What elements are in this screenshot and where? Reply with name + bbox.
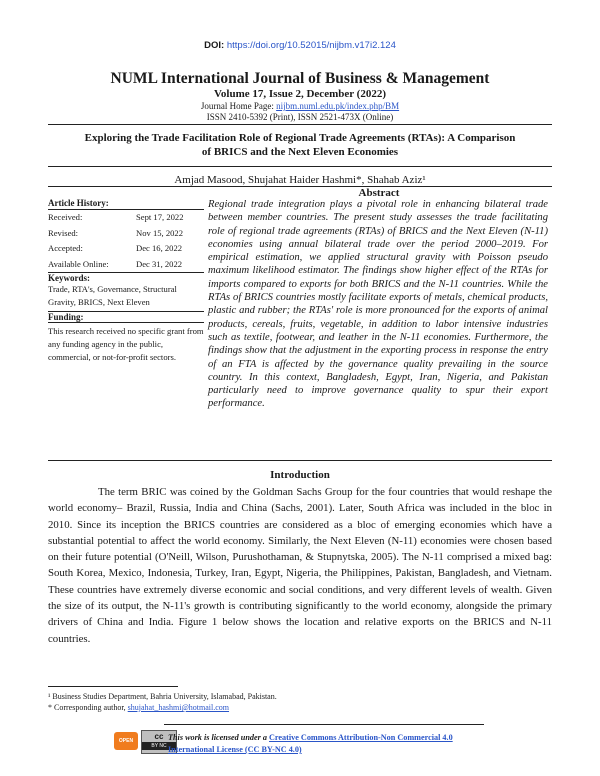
history-label: Received:	[48, 212, 83, 222]
abstract-text: Regional trade integration plays a pivotal role in enhancing bilateral trade between member countries. The present study assesses the trade facilitating role of regional trade agreements (RTAs) of BRICS and the Next Eleven (N-11) economies using annual bilateral trade over the period 2000–2019. For empirical estimation, we applied structural gravity with Poisson pseudo maximum likelihood estimator. The findings show higher effect of the RTAs for imports compared to exports for both BRICS and the N-11 countries. While the RTAs of BRICS countries mostly facilitate exports of metals, chemical products, plastic and rubber; the RTAs' role is more pronounced for the exports of animal products, cereals, fruits, vegetable, in addition to labor intensive industries such as textile, footwear, and leather in the N-11 economies. Furthermore, the findings show that the adjustment in the exporting process in response the entry of an FTA is affected by the governance quality prevailing in the source country. In this context, Bangladesh, Egypt, Iran, Nigeria, and Pakistan particularly need to improve governance quality to spur their export performance.	[208, 199, 548, 410]
introduction-heading: Introduction	[270, 469, 330, 481]
footnote-corresponding	[48, 702, 277, 713]
license-link-line2[interactable]: International License (CC BY-NC 4.0)	[168, 745, 302, 754]
keywords-heading: Keywords:	[48, 273, 90, 284]
history-row	[48, 226, 204, 242]
license-badges	[114, 728, 167, 762]
footnotes	[48, 686, 277, 713]
history-date: Sept 17, 2022	[136, 212, 184, 222]
article-history	[48, 198, 204, 364]
history-label: Available Online:	[48, 258, 109, 269]
paper-title	[60, 131, 540, 159]
funding-text: This research received no specific grant from any funding agency in the public, commercial, or not-for-profit sectors.	[48, 326, 204, 363]
history-label: Revised:	[48, 227, 79, 238]
footnote-affiliation: ¹ Business Studies Department, Bahria University, Islamabad, Pakistan.	[48, 692, 277, 701]
doi-link[interactable]: https://doi.org/10.52015/nijbm.v17i2.124	[226, 40, 396, 51]
history-row	[48, 241, 204, 257]
introduction-text: The term BRIC was coined by the Goldman Sachs Group for the four countries that would reshape the world economy– Brazil, Russia, India and China (Sachs, 2001). Later, South Africa was included in the bloc in 2010. Since its inception the BRICS countries are considered as a bloc of emerging economies which have a substantial potential to affect the world economy. Similarly, the Next Eleven (N-11) economies were chosen based on their future potential (O'Neill, Wilson, Purushothaman, & Stupnytska, 2005). The N-11 comprised a mixed bag: South Korea, Mexico, Indonesia, Turkey, Iran, Egypt, Nigeria, the Philippines, Pakistan, Bangladesh, and Vietnam. These countries have extremely diverse economic and social conditions, and very different levels of wealth. Given the size of its output, the N-11's growth is contributing significantly to the world economy, alongside the primary drivers of China and India. Figure 1 below shows the location and relative exports on the BRICS and N-11 countries.	[48, 486, 552, 645]
paper-title-line1: Exploring the Trade Facilitation Role of Regional Trade Agreements (RTAs): A Comparison	[84, 132, 516, 144]
journal-title: NUML International Journal of Business & Management	[110, 70, 490, 87]
paper-title-line2: of BRICS and the Next Eleven Economies	[201, 146, 399, 158]
history-date: Nov 15, 2022	[136, 227, 184, 238]
license-link-line1[interactable]: Creative Commons Attribution-Non Commercial 4.0	[269, 733, 453, 742]
journal-homepage	[0, 101, 600, 111]
history-date: Dec 16, 2022	[136, 243, 183, 254]
journal-issn: ISSN 2410-5392 (Print), ISSN 2521-473X (Online)	[206, 112, 394, 122]
keywords-text: Trade, RTA's, Governance, Structural Gravity, BRICS, Next Eleven	[48, 284, 177, 308]
homepage-label: Journal Home Page:	[200, 101, 274, 111]
footnote-corresponding-label: * Corresponding author,	[48, 703, 126, 712]
license-statement	[168, 732, 528, 756]
license-prefix: This work is licensed under a	[168, 733, 267, 742]
history-row	[48, 257, 204, 273]
history-label: Accepted:	[48, 243, 83, 254]
article-history-heading: Article History:	[48, 198, 109, 208]
history-date: Dec 31, 2022	[136, 258, 183, 269]
doi-line	[0, 40, 600, 51]
journal-volume: Volume 17, Issue 2, December (2022)	[213, 88, 386, 100]
cc-icon-sub: BY NC	[142, 742, 176, 750]
authors: Amjad Masood, Shujahat Haider Hashmi*, Shahab Aziz¹	[174, 174, 426, 186]
abstract-divider	[48, 460, 552, 461]
license-divider	[164, 724, 484, 725]
corresponding-email-link[interactable]: shujahat_hashmi@hotmail.com	[127, 703, 230, 712]
history-row	[48, 210, 204, 226]
footnote-divider	[48, 686, 178, 687]
homepage-link[interactable]: nijbm.numl.edu.pk/index.php/BM	[276, 101, 400, 111]
header-divider	[48, 124, 552, 125]
doi-label: DOI:	[204, 40, 225, 51]
abstract-heading: Abstract	[358, 187, 400, 199]
cc-icon-label: cc	[154, 732, 164, 741]
title-divider	[48, 166, 552, 167]
open-access-icon: OPEN ACCESS	[114, 732, 138, 750]
funding-heading: Funding:	[48, 312, 84, 323]
